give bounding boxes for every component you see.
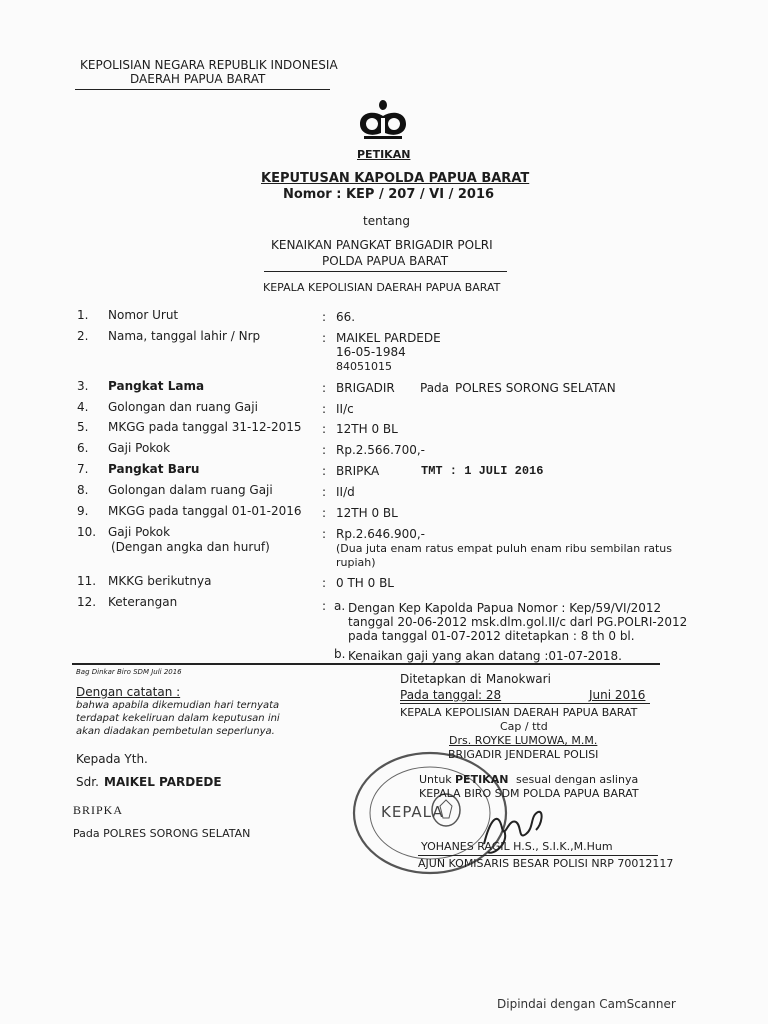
row-number: 1. <box>77 308 89 322</box>
row-label: Gaji Pokok <box>108 441 171 455</box>
signer-name: YOHANES RAGIL H.S., S.I.K.,M.Hum <box>421 840 613 853</box>
row-colon: : <box>322 576 327 590</box>
row-colon: : <box>322 381 327 395</box>
keputusan-title: KEPUTUSAN KAPOLDA PAPUA BARAT <box>261 171 530 186</box>
row-number: 12. <box>77 595 97 609</box>
row-colon: : <box>322 443 327 457</box>
note-a-marker: a. <box>334 599 346 613</box>
row-colon: : <box>322 485 327 499</box>
catatan-label: Dengan catatan : <box>76 685 181 699</box>
sdr-prefix: Sdr. <box>76 775 99 789</box>
tanggal-month: Juni 2016 <box>589 688 646 702</box>
row-number: 10. <box>77 525 97 539</box>
jabatan-line: KEPALA KEPOLISIAN DAERAH PAPUA BARAT <box>400 706 638 719</box>
note-a-line-1: Dengan Kep Kapolda Papua Nomor : Kep/59/VI/2012 <box>348 601 662 615</box>
row-colon: : <box>322 506 327 520</box>
row-colon: : <box>322 331 327 345</box>
row-value: Rp.2.646.900,- <box>336 527 425 541</box>
row-number: 4. <box>77 400 89 414</box>
row-colon: : <box>322 422 327 436</box>
row-value: 12TH 0 BL <box>336 422 398 436</box>
tentang-label: tentang <box>363 214 410 228</box>
note-b-line: Kenaikan gaji yang akan datang :01-07-2018. <box>348 649 622 663</box>
row-number: 9. <box>77 504 89 518</box>
row-number: 5. <box>77 420 89 434</box>
ditetapkan-label: Ditetapkan di <box>400 672 481 686</box>
kepada-label: Kepada Yth. <box>76 752 148 766</box>
tanggal-value: : 28 <box>478 688 502 702</box>
untuk-suffix: sesual dengan aslinya <box>516 773 639 786</box>
row-value: II/d <box>336 485 355 499</box>
row-colon: : <box>322 527 327 541</box>
row-value: II/c <box>336 402 354 416</box>
issuer-line: KEPALA KEPOLISIAN DAERAH PAPUA BARAT <box>263 281 501 294</box>
signer-rule <box>418 855 658 856</box>
row-label: MKGG pada tanggal 31-12-2015 <box>108 420 302 434</box>
row-number: 7. <box>77 462 89 476</box>
kapolda-rank: BRIGADIR JENDERAL POLISI <box>448 748 599 761</box>
recipient-name: MAIKEL PARDEDE <box>104 775 222 789</box>
row-number: 3. <box>77 379 89 393</box>
row-colon: : <box>322 310 327 324</box>
row-value-nrp: 84051015 <box>336 360 392 373</box>
org-line-2: DAERAH PAPUA BARAT <box>130 72 266 86</box>
row-value: Rp.2.566.700,- <box>336 443 425 457</box>
row-value: 0 TH 0 BL <box>336 576 394 590</box>
org-line-1: KEPOLISIAN NEGARA REPUBLIK INDONESIA <box>80 58 338 72</box>
recipient-unit: Pada POLRES SORONG SELATAN <box>73 827 251 840</box>
signer-rank: AJUN KOMISARIS BESAR POLISI NRP 70012117 <box>418 857 674 870</box>
untuk-prefix: Untuk <box>419 773 452 786</box>
tanggal-rule <box>400 703 650 704</box>
row-value: MAIKEL PARDEDE <box>336 331 441 345</box>
row-label: MKGG pada tanggal 01-01-2016 <box>108 504 302 518</box>
row-label: Nomor Urut <box>108 308 179 322</box>
row-extra: POLRES SORONG SELATAN <box>455 381 616 395</box>
note-a-line-2: tanggal 20-06-2012 msk.dlm.gol.II/c darl PG.POLRI-2012 <box>348 615 688 629</box>
catatan-line-3: akan diadakan pembetulan seperlunya. <box>76 726 275 737</box>
row-colon: : <box>322 599 327 613</box>
row-extra-prefix: Pada <box>420 381 450 395</box>
row-label: Gaji Pokok <box>108 525 171 539</box>
police-emblem-icon <box>352 98 414 144</box>
row-number: 11. <box>77 574 97 588</box>
scanner-watermark: Dipindai dengan CamScanner <box>497 997 676 1011</box>
row-value-words: (Dua juta enam ratus empat puluh enam ribu sembilan ratus <box>336 542 672 555</box>
tmt-date: TMT : 1 JULI 2016 <box>421 464 544 478</box>
row-label: Nama, tanggal lahir / Nrp <box>108 329 261 343</box>
cap-line: Cap / ttd <box>500 720 548 733</box>
row-label: Pangkat Baru <box>108 462 200 476</box>
header-rule <box>75 89 330 90</box>
footer-rule <box>72 663 660 665</box>
stamp-text: KEPALA <box>381 803 444 821</box>
petikan-title: PETIKAN <box>357 148 411 161</box>
row-value: 12TH 0 BL <box>336 506 398 520</box>
recipient-rank: BRIPKA <box>73 803 124 817</box>
biro-line: KEPALA BIRO SDM POLDA PAPUA BARAT <box>419 787 639 800</box>
catatan-line-2: terdapat kekeliruan dalam keputusan ini <box>76 713 280 724</box>
doc-code: Bag Dinkar Biro SDM Juli 2016 <box>76 668 182 676</box>
row-number: 6. <box>77 441 89 455</box>
row-label: MKKG berikutnya <box>108 574 212 588</box>
row-value: 66. <box>336 310 356 324</box>
row-colon: : <box>322 402 327 416</box>
row-label: Golongan dalam ruang Gaji <box>108 483 273 497</box>
subject-line-2: POLDA PAPUA BARAT <box>322 254 449 268</box>
tanggal-label: Pada tanggal <box>400 688 479 702</box>
ditetapkan-value: : Manokwari <box>478 672 551 686</box>
kapolda-name: Drs. ROYKE LUMOWA, M.M. <box>449 734 598 747</box>
row-value-words-end: rupiah) <box>336 556 376 569</box>
row-label-sub: (Dengan angka dan huruf) <box>111 540 270 554</box>
subject-rule <box>264 271 507 272</box>
row-label: Golongan dan ruang Gaji <box>108 400 258 414</box>
row-label: Pangkat Lama <box>108 379 205 393</box>
row-colon: : <box>322 464 327 478</box>
row-value: BRIPKA <box>336 464 380 478</box>
row-number: 2. <box>77 329 89 343</box>
note-a-line-3: pada tanggal 01-07-2012 ditetapkan : 8 th 0 bl. <box>348 629 635 643</box>
row-value-birthdate: 16-05-1984 <box>336 345 406 359</box>
row-value: BRIGADIR <box>336 381 395 395</box>
note-b-marker: b. <box>334 647 346 661</box>
row-label: Keterangan <box>108 595 178 609</box>
catatan-line-1: bahwa apabila dikemudian hari ternyata <box>76 700 280 711</box>
untuk-bold: PETIKAN <box>455 773 509 786</box>
subject-line-1: KENAIKAN PANGKAT BRIGADIR POLRI <box>271 238 493 252</box>
row-number: 8. <box>77 483 89 497</box>
nomor-line: Nomor : KEP / 207 / VI / 2016 <box>283 187 495 202</box>
